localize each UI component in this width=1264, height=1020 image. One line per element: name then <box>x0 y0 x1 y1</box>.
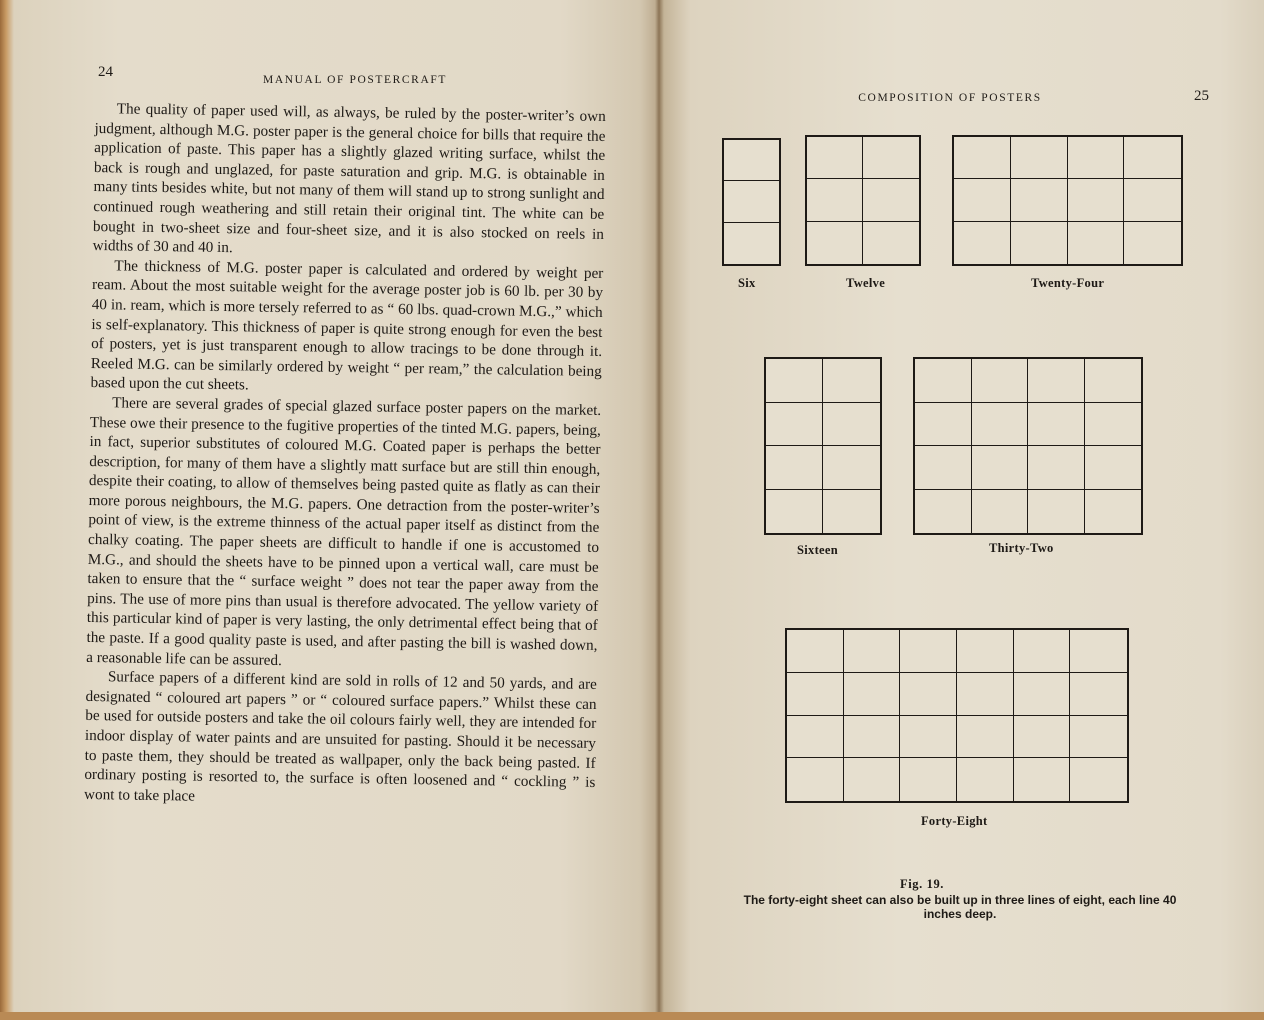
poster-sheet-cell <box>1070 716 1127 759</box>
poster-sheet-cell <box>766 403 823 447</box>
poster-sheet-cell <box>957 673 1014 716</box>
running-header-left: MANUAL OF POSTERCRAFT <box>263 74 447 86</box>
poster-sheet-cell <box>972 359 1029 403</box>
poster-sheet-cell <box>1068 137 1125 179</box>
poster-sheet-cell <box>1014 673 1071 716</box>
poster-sheet-cell <box>1070 758 1127 801</box>
poster-sheet-cell <box>787 758 844 801</box>
poster-sheet-cell <box>954 222 1011 264</box>
poster-sheet-cell <box>823 359 880 403</box>
poster-sheet-cell <box>1070 630 1127 673</box>
poster-sheet-cell <box>823 446 880 490</box>
poster-sheet-cell <box>766 490 823 534</box>
poster-sheet-cell <box>1014 716 1071 759</box>
diagram-six-sheet <box>722 138 781 266</box>
poster-sheet-cell <box>844 758 901 801</box>
poster-sheet-cell <box>900 630 957 673</box>
poster-sheet-cell <box>724 140 779 181</box>
diagram-twenty-four-sheet <box>952 135 1183 266</box>
poster-sheet-cell <box>915 359 972 403</box>
poster-sheet-cell <box>807 137 863 179</box>
diagram-label-sixteen: Sixteen <box>797 543 838 557</box>
poster-sheet-cell <box>1085 446 1142 490</box>
poster-sheet-cell <box>1124 137 1181 179</box>
poster-sheet-cell <box>1085 359 1142 403</box>
poster-sheet-cell <box>823 403 880 447</box>
poster-sheet-cell <box>766 359 823 403</box>
poster-sheet-cell <box>787 716 844 759</box>
poster-sheet-cell <box>863 222 919 264</box>
poster-sheet-cell <box>900 673 957 716</box>
poster-sheet-cell <box>787 630 844 673</box>
poster-sheet-cell <box>787 673 844 716</box>
poster-sheet-cell <box>954 179 1011 221</box>
poster-sheet-cell <box>957 716 1014 759</box>
poster-sheet-cell <box>915 490 972 534</box>
poster-sheet-cell <box>844 716 901 759</box>
poster-sheet-cell <box>1124 222 1181 264</box>
poster-sheet-cell <box>766 446 823 490</box>
poster-sheet-cell <box>1028 359 1085 403</box>
diagram-forty-eight-sheet <box>785 628 1129 803</box>
poster-sheet-cell <box>1028 403 1085 447</box>
poster-sheet-cell <box>1028 446 1085 490</box>
poster-sheet-cell <box>807 222 863 264</box>
poster-sheet-cell <box>1070 673 1127 716</box>
poster-sheet-cell <box>1068 222 1125 264</box>
paragraph-paper-quality: The quality of paper used will, as always, be ruled by the poster-writer’s own judgment, although M.G. poster paper is the general choice for bills that require the application of paste. This paper has a slightly glazed writing surface, whilst the back is rough and unglazed, for paste saturation and grip. M.G. is obtainable in many tints besides white, but not many of them will stand up to strong sunlight and continued rough weathering and still retain their original tint. The white can be bought in two-sheet size and four-sheet size, and it is also stocked on reels in widths of 30 and 40 in. <box>92 100 606 257</box>
figure-caption: The forty-eight sheet can also be built up in three lines of eight, each line 40 inches deep. <box>743 893 1177 921</box>
page-number-right: 25 <box>1194 88 1209 104</box>
diagram-twelve-sheet <box>805 135 921 266</box>
poster-sheet-cell <box>844 673 901 716</box>
poster-sheet-cell <box>1124 179 1181 221</box>
page-number-left: 24 <box>98 64 113 80</box>
figure-title: Fig. 19. <box>900 877 945 891</box>
poster-sheet-cell <box>1011 179 1068 221</box>
body-text <box>84 99 606 812</box>
diagram-label-six: Six <box>738 276 756 290</box>
right-page <box>660 0 1264 1020</box>
poster-sheet-cell <box>915 403 972 447</box>
poster-sheet-cell <box>972 446 1029 490</box>
poster-sheet-cell <box>1068 179 1125 221</box>
poster-sheet-cell <box>1085 403 1142 447</box>
poster-sheet-cell <box>1014 758 1071 801</box>
paragraph-glazed-papers: There are several grades of special glazed surface poster papers on the market. These owe their presence to the fugitive properties of the tinted M.G. papers, being, in fact, superior substitutes of coloured M.G. Coated paper is perhaps the better description, for many of them have a slightly matt surface but are still thin enough, despite their coating, to allow of themselves being pasted quite as flatly as can their more porous neighbours, the M.G. papers. One detraction from the poster-writer’s point of view, is the extreme thinness of the actual paper itself as distinct from the chalky coating. The paper sheets are difficult to handle if one is accustomed to M.G., and should the sheets have to be pinned upon a vertical wall, care must be taken to ensure that the “ surface weight ” does not tear the paper away from the pins. The use of more pins than usual is therefore advocated. The yellow variety of this particular kind of paper is very lasting, the only detrimental effect being that of the paste. If a good quality paste is used, and after pasting the bill is washed down, a reasonable life can be assured. <box>86 394 602 669</box>
poster-sheet-cell <box>972 403 1029 447</box>
poster-sheet-cell <box>863 137 919 179</box>
diagram-label-thirty-two: Thirty-Two <box>989 541 1054 555</box>
poster-sheet-cell <box>915 446 972 490</box>
poster-sheet-cell <box>863 179 919 221</box>
running-header-right: COMPOSITION OF POSTERS <box>858 92 1042 104</box>
poster-sheet-cell <box>900 716 957 759</box>
paragraph-paper-thickness: The thickness of M.G. poster paper is calculated and ordered by weight per ream. About the most suitable weight for the average poster job is 60 lb. per 30 by 40 in. ream, which is more tersely referred to as “ 60 lbs. quad-crown M.G.,” which is self-explanatory. This thickness of paper is quite strong enough for even the best of posters, yet is just transparent enough to allow tracings to be done through it. Reeled M.G. can be similarly ordered by weight “ per ream,” the calculation being based upon the cut sheets. <box>90 257 604 394</box>
poster-sheet-cell <box>844 630 901 673</box>
poster-sheet-cell <box>724 181 779 222</box>
poster-sheet-cell <box>1028 490 1085 534</box>
poster-sheet-cell <box>1011 222 1068 264</box>
poster-sheet-cell <box>1085 490 1142 534</box>
poster-sheet-cell <box>1011 137 1068 179</box>
paragraph-surface-papers: Surface papers of a different kind are sold in rolls of 12 and 50 yards, and are designated “ coloured art papers ” or “ coloured surface papers.” Whilst these can be used for outside posters and take the oil colours fairly well, they are intended for indoor display of water paints and are unsuited for pasting. Should it be necessary to paste them, they should be treated as wallpaper, only the back being pasted. If ordinary posting is resorted to, the surface is often loosened and “ cockling ” is wont to take place <box>83 668 597 805</box>
poster-sheet-cell <box>823 490 880 534</box>
poster-sheet-cell <box>954 137 1011 179</box>
poster-sheet-cell <box>900 758 957 801</box>
poster-sheet-cell <box>957 630 1014 673</box>
diagram-label-twelve: Twelve <box>846 276 886 290</box>
poster-sheet-cell <box>1014 630 1071 673</box>
poster-sheet-cell <box>724 223 779 264</box>
poster-sheet-cell <box>972 490 1029 534</box>
poster-sheet-cell <box>957 758 1014 801</box>
poster-sheet-cell <box>807 179 863 221</box>
diagram-label-twenty-four: Twenty-Four <box>1031 276 1105 290</box>
diagram-label-forty-eight: Forty-Eight <box>921 814 988 828</box>
diagram-sixteen-sheet <box>764 357 882 535</box>
diagram-thirty-two-sheet <box>913 357 1143 535</box>
